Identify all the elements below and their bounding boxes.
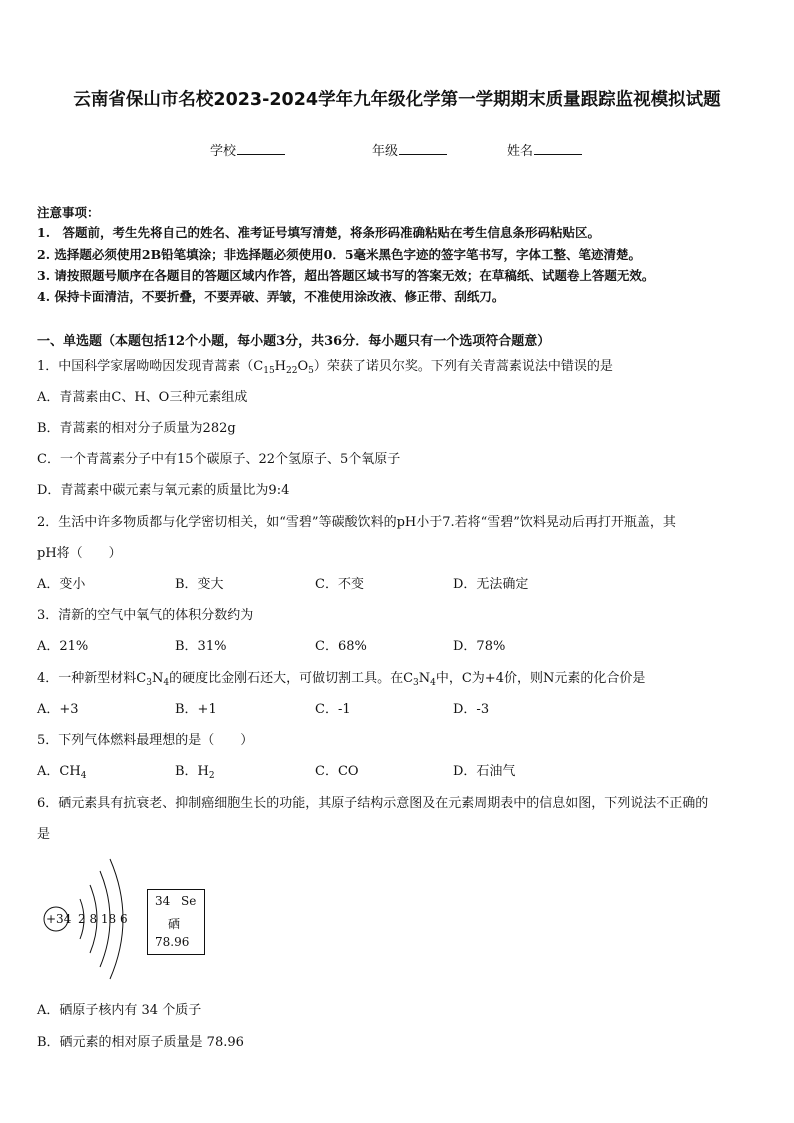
school-field	[210, 140, 285, 159]
q4-option-d: D．-3	[453, 702, 490, 717]
q4-option-a: A．+3	[37, 702, 79, 717]
element-cell	[147, 889, 205, 955]
q4-n-1: N	[151, 671, 164, 686]
q4-sub-2: 4	[163, 678, 170, 688]
q5-option-a-sub: 4	[80, 771, 87, 781]
q3-option-a: A．21%	[37, 639, 89, 654]
q1-sub-c: 15	[263, 366, 275, 376]
q6-option-a: A．硒原子核内有 34 个质子	[37, 1003, 202, 1018]
name-field	[507, 140, 582, 159]
q4-sub-4: 4	[430, 678, 436, 688]
q2-stem-line1: 2．生活中许多物质都与化学密切相关，如“雪碧”等碳酸饮料的pH小于7.若将“雪碧”饮料晃动后再打开瓶盖，其	[37, 515, 676, 530]
q5-option-a-text: A．CH	[37, 764, 81, 779]
q6-stem-line1: 6．硒元素具有抗衰老、抑制癌细胞生长的功能，其原子结构示意图及在元素周期表中的信息如图，下列说法不正确的	[37, 796, 709, 811]
atomic-mass: 78.96	[155, 935, 190, 949]
q1-stem-a: 1．中国科学家屠呦呦因发现青蒿素（C	[37, 359, 264, 374]
q2-option-a: A．变小	[37, 577, 86, 592]
notice-item-3: 3. 请按照题号顺序在各题目的答题区域内作答，超出答题区域书写的答案无效；在草稿纸、试题卷上答题无效。	[37, 268, 655, 283]
grade-field	[372, 140, 447, 159]
notice-item-4: 4. 保持卡面清洁，不要折叠，不要弄破、弄皱，不准使用涂改液、修正带、刮纸刀。	[37, 289, 505, 304]
name-blank	[534, 142, 582, 155]
q4-stem-c: 中，C为+4价，则N元素的化合价是	[435, 671, 646, 686]
notice-item-2: 2. 选择题必须使用2B铅笔填涂；非选择题必须使用0．5毫米黑色字迹的签字笔书写，字体工整、笔迹清楚。	[37, 247, 642, 262]
name-label: 姓名	[507, 144, 534, 159]
q3-option-b: B．31%	[175, 639, 227, 654]
q1-option-c: C．一个青蒿素分子中有15个碳原子、22个氢原子、5个氧原子	[37, 452, 401, 467]
q1-option-d: D．青蒿素中碳元素与氧元素的质量比为9:4	[37, 483, 290, 498]
school-label: 学校	[210, 144, 237, 159]
electron-shell-counts: 2 8 18 6	[78, 912, 128, 926]
q6-option-b: B．硒元素的相对原子质量是 78.96	[37, 1035, 244, 1050]
q2-option-c: C．不变	[315, 577, 364, 592]
q5-option-d: D．石油气	[453, 764, 516, 779]
q4-stem-a: 4．一种新型材料C	[37, 671, 147, 686]
grade-blank	[399, 142, 447, 155]
q4-n-2: N	[418, 671, 431, 686]
q1-h: H	[274, 359, 287, 374]
atomic-number: 34	[155, 894, 171, 908]
element-symbol: Se	[181, 894, 197, 908]
q1-stem	[37, 355, 613, 376]
q2-stem-line2: pH将（ ）	[37, 546, 122, 561]
q1-option-b: B．青蒿素的相对分子质量为282g	[37, 421, 236, 436]
q4-sub-3: 3	[413, 678, 419, 688]
q4-option-b: B．+1	[175, 702, 217, 717]
grade-label: 年级	[372, 144, 399, 159]
notice-heading: 注意事项：	[37, 205, 100, 220]
page-title: 云南省保山市名校2023-2024学年九年级化学第一学期期末质量跟踪监视模拟试题	[73, 90, 721, 110]
q5-option-b-text: B．H	[175, 764, 209, 779]
q4-stem	[37, 667, 645, 688]
q1-sub-h: 22	[286, 366, 298, 376]
q1-sub-o: 5	[308, 366, 314, 376]
q1-option-a: A．青蒿素由C、H、O三种元素组成	[37, 390, 248, 405]
q5-stem: 5．下列气体燃料最理想的是（ ）	[37, 733, 254, 748]
q3-stem: 3．清新的空气中氧气的体积分数约为	[37, 608, 254, 623]
q6-stem-line2: 是	[37, 827, 51, 842]
q5-option-b-sub: 2	[208, 771, 215, 781]
q3-option-c: C．68%	[315, 639, 367, 654]
q5-option-b	[175, 760, 215, 781]
nucleus-charge: +34	[46, 912, 72, 926]
q1-stem-b: ）荣获了诺贝尔奖。下列有关青蒿素说法中错误的是	[313, 359, 613, 374]
q5-option-a	[37, 760, 86, 781]
q2-option-d: D．无法确定	[453, 577, 529, 592]
q1-o: O	[297, 359, 309, 374]
q4-option-c: C．-1	[315, 702, 351, 717]
element-name: 硒	[168, 917, 181, 931]
q4-sub-1: 3	[146, 678, 152, 688]
q5-option-c: C．CO	[315, 764, 359, 779]
q3-option-d: D．78%	[453, 639, 506, 654]
notice-item-1: 1. 答题前，考生先将自己的姓名、准考证号填写清楚，将条形码准确粘贴在考生信息条形码粘贴区。	[37, 225, 601, 240]
q2-option-b: B．变大	[175, 577, 224, 592]
school-blank	[237, 142, 285, 155]
section-heading: 一、单选题（本题包括12个小题，每小题3分，共36分．每小题只有一个选项符合题意）	[37, 334, 551, 349]
q4-stem-b: 的硬度比金刚石还大，可做切割工具。在C	[169, 671, 414, 686]
